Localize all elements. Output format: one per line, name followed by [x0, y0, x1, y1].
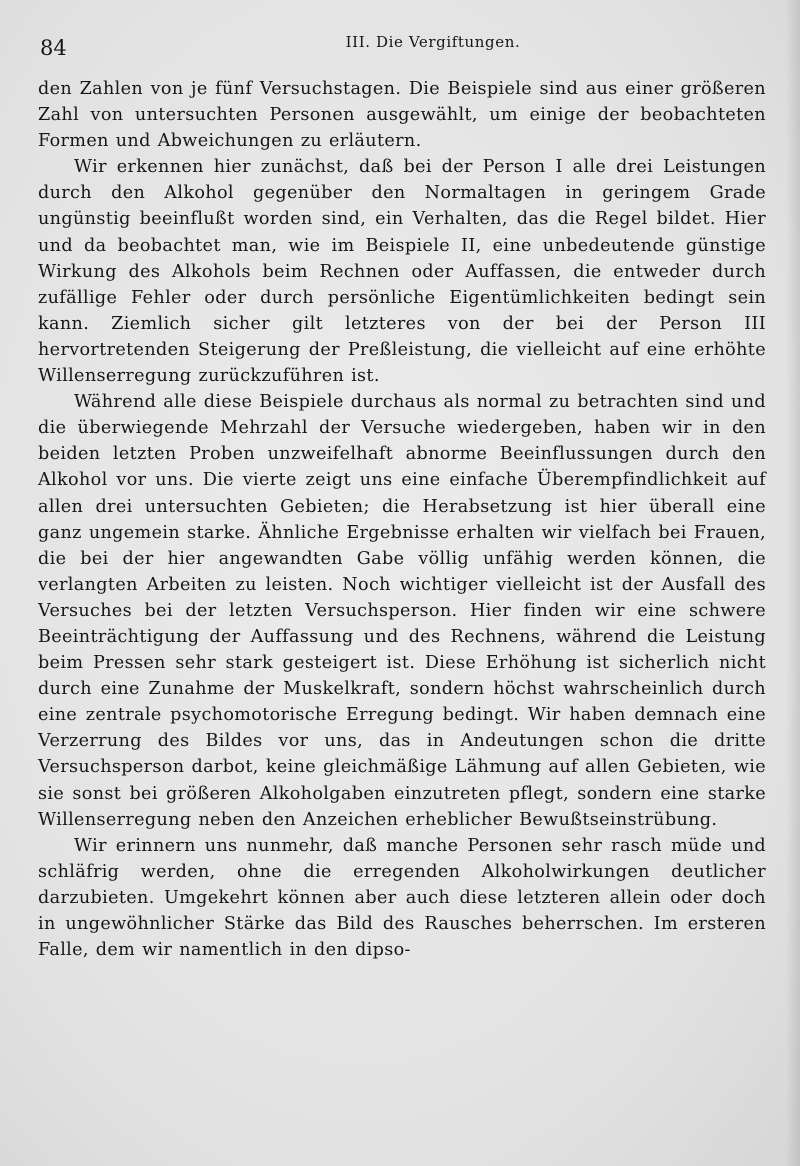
- paragraph-continuation: den Zahlen von je fünf Versuchstagen. Die Beispiele sind aus einer größeren Zahl von untersuchten Personen ausgewählt, um einige der beobachteten Formen und Abweichungen zu erläutern.: [38, 79, 766, 152]
- running-head: [38, 30, 766, 60]
- page-spine-shadow: [786, 0, 800, 1166]
- paragraph: Wir erkennen hier zunächst, daß bei der Person I alle drei Leistungen durch den Alkohol gegenüber den Normaltagen in geringem Grade ungünstig beeinflußt worden sind, ein Verhalten, das die Regel bildet. Hier und da beobachtet man, wie im Beispiele II, eine unbedeutende günstige Wirkung des Alkohols beim Rechnen oder Auffassen, die entweder durch zufällige Fehler oder durch persönliche Eigentümlichkeiten bedingt sein kann. Ziemlich sicher gilt letzteres von der bei der Person III hervortretenden Steigerung der Preßleistung, die vielleicht auf eine erhöhte Willenserregung zurückzuführen ist.: [38, 157, 766, 387]
- body-text: [38, 76, 766, 963]
- paragraph: Während alle diese Beispiele durchaus als normal zu betrachten sind und die überwiegende Mehrzahl der Versuche wiedergeben, haben wir in den beiden letzten Proben unzweifelhaft abnorme Beeinflussungen durch den Alkohol vor uns. Die vierte zeigt uns eine einfache Überempfindlichkeit auf allen drei untersuchten Gebieten; die Herabsetzung ist hier überall eine ganz ungemein starke. Ähnliche Ergebnisse erhalten wir vielfach bei Frauen, die bei der hier angewandten Gabe völlig unfähig werden können, die verlangten Arbeiten zu leisten. Noch wichtiger vielleicht ist der Ausfall des Versuches bei der letzten Versuchsperson. Hier finden wir eine schwere Beeinträchtigung der Auffassung und des Rechnens, während die Leistung beim Pressen sehr stark gesteigert ist. Diese Erhöhung ist sicherlich nicht durch eine Zunahme der Muskelkraft, sondern höchst wahrscheinlich durch eine zentrale psychomotorische Erregung bedingt. Wir haben demnach eine Verzerrung des Bildes vor uns, das in Andeutungen schon die dritte Versuchsperson darbot, keine gleichmäßige Lähmung auf allen Gebieten, wie sie sonst bei größeren Alkoholgaben einzutreten pflegt, sondern eine starke Willenserregung neben den Anzeichen erheblicher Bewußtseinstrübung.: [38, 392, 766, 830]
- paragraph: Wir erinnern uns nunmehr, daß manche Personen sehr rasch müde und schläfrig werden, ohne die erregenden Alkoholwirkungen deutlicher darzubieten. Umgekehrt können aber auch diese letzteren allein oder doch in ungewöhnlicher Stärke das Bild des Rausches beherrschen. Im ersteren Falle, dem wir namentlich in den dipso-: [38, 835, 766, 961]
- chapter-title: III. Die Vergiftungen.: [345, 33, 521, 51]
- page-number: 84: [40, 36, 67, 60]
